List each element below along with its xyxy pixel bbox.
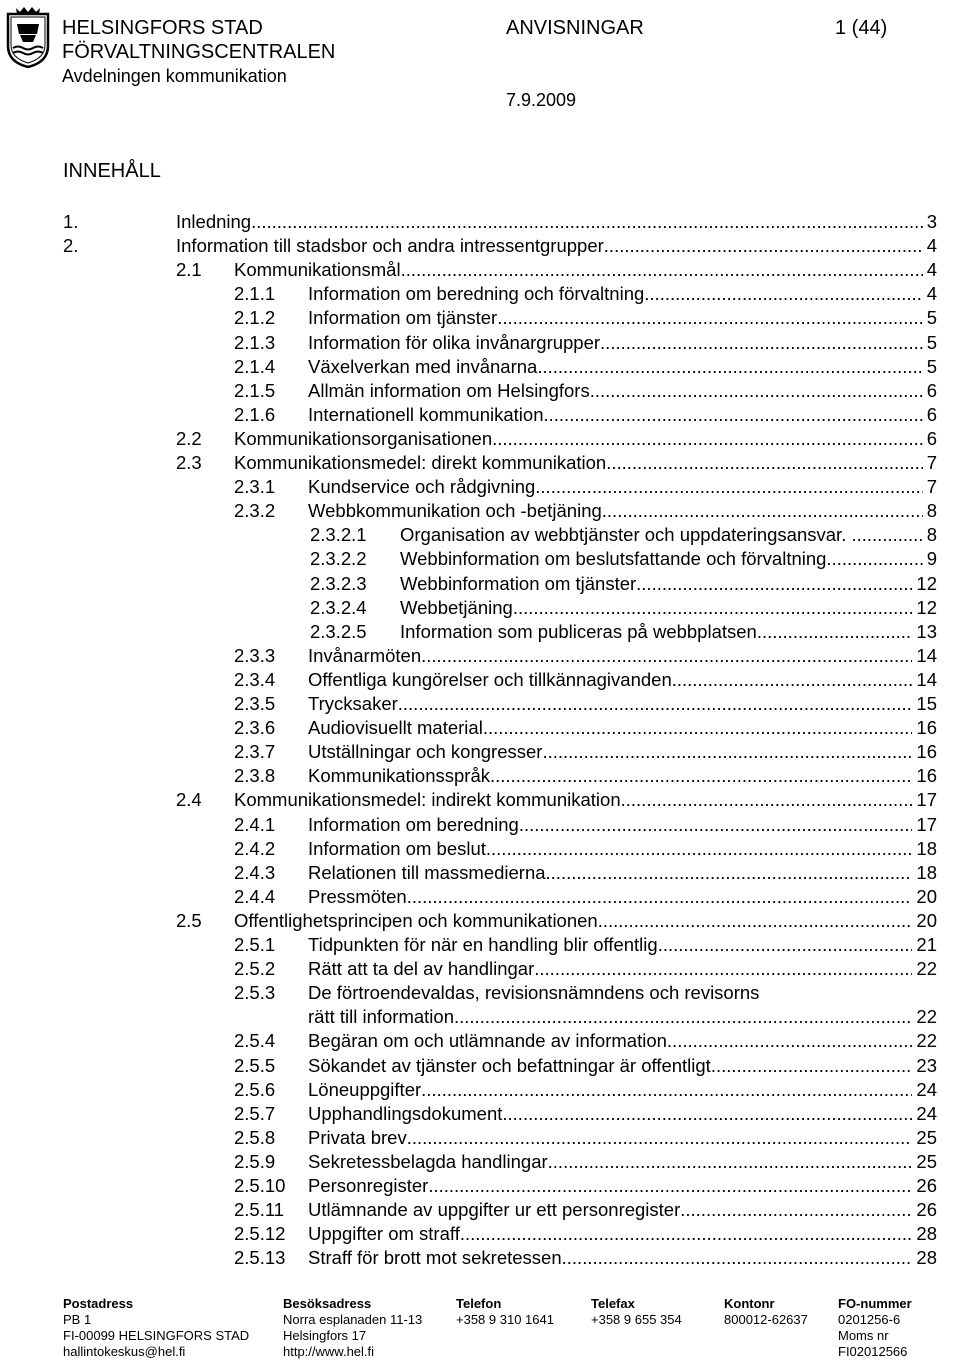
toc-dot-leader [546,861,913,885]
toc-entry[interactable] [234,1102,937,1126]
toc-dot-leader [544,403,923,427]
toc-entry[interactable] [234,1198,937,1222]
toc-entry-page: 6 [926,403,937,425]
toc-dot-leader [534,957,912,981]
toc-entry-number: 2.3.2.3 [310,572,367,594]
toc-entry-page: 14 [916,668,937,690]
toc-entry-page: 22 [916,1030,937,1052]
footer-telefon-label: Telefon [456,1296,502,1311]
toc-entry-number: 2.3 [176,452,202,473]
toc-dot-leader [519,813,913,837]
toc-dot-leader [454,1005,912,1029]
toc-entry[interactable] [234,379,937,403]
toc-entry-page: 18 [916,837,937,859]
toc-entry-number: 2.1.3 [234,331,276,353]
toc-entry-page: 24 [916,1102,937,1124]
toc-entry-title: Uppgifter om straff [308,1223,460,1245]
toc-entry-title: De förtroendevaldas, revisionsnämndens och revisorns [308,982,760,1004]
toc-entry-number: 2.5.11 [234,1199,285,1221]
footer-postadress-label: Postadress [63,1296,134,1311]
toc-dot-leader [562,1246,913,1270]
toc-entry-title: Information för olika invånargrupper [308,331,601,353]
footer-moms-label: Moms nr [838,1328,889,1343]
toc-entry-title: Kommunikationsmedel: direkt kommunikation [234,452,607,473]
toc-entry-page: 6 [926,379,937,401]
toc-entry-page: 26 [916,1199,937,1221]
toc-dot-leader [680,1198,912,1222]
toc-entry-number: 2.3.1 [234,476,276,498]
toc-entry-page: 21 [916,934,937,955]
toc-entry-page: 16 [916,765,937,787]
footer-postadress-line1: PB 1 [63,1312,92,1327]
toc-entry[interactable] [234,716,937,740]
toc-entry-page: 4 [926,283,937,305]
toc-entry-number: 2.5 [176,909,202,931]
toc-entry-number: 2.5.3 [234,982,276,1004]
toc-entry-page: 25 [916,1126,937,1148]
toc-dot-leader [537,355,922,379]
toc-entry-number: 2.3.2.4 [310,596,367,618]
toc-dot-leader [602,499,923,523]
toc-entry[interactable] [234,668,937,692]
toc-entry-number: 2.3.6 [234,717,276,739]
toc-entry-title: Begäran om och utlämnande av information [308,1030,667,1052]
helsinki-crest-logo [6,6,50,68]
toc-entry-number: 2.5.6 [234,1078,276,1100]
toc-entry-page: 23 [916,1054,937,1076]
toc-entry-title: Kommunikationsmål [234,259,401,281]
footer-fo-nummer-value: 0201256-6 [838,1312,901,1327]
toc-dot-leader [497,306,923,330]
footer-telefon-value: +358 9 310 1641 [456,1312,554,1327]
toc-entry-number: 2.1.1 [234,283,276,305]
toc-entry-title: Invånarmöten [308,644,422,666]
footer-email: hallintokeskus@hel.fi [63,1344,186,1359]
toc-entry[interactable] [234,499,937,523]
toc-entry-title: Sökandet av tjänster och befattningar är offentligt [308,1054,711,1076]
footer-kontonr-value: 800012-62637 [724,1312,808,1327]
footer-telefax-label: Telefax [591,1296,635,1311]
toc-dot-leader [401,258,923,282]
toc-entry-number: 2.5.13 [234,1247,286,1269]
toc-entry[interactable] [234,933,937,957]
toc-entry-title: Löneuppgifter [308,1078,422,1100]
toc-entry[interactable] [310,620,937,644]
toc-entry-page: 18 [916,861,937,883]
toc-entry[interactable] [234,1029,937,1053]
toc-entry[interactable] [234,1246,937,1270]
toc-entry[interactable] [234,764,937,788]
toc-dot-leader [421,1078,912,1102]
footer-besoksadress-line2: Helsingfors 17 [283,1328,367,1343]
toc-entry-title: Information om beredning [308,813,519,835]
toc-entry[interactable] [176,451,937,475]
toc-dot-leader [407,1126,913,1150]
toc-title: INNEHÅLL [63,160,161,182]
toc-entry[interactable] [63,210,937,234]
footer-telefax-value: +358 9 655 354 [591,1312,682,1327]
page-number: 1 (44) [835,17,888,39]
toc-entry-number: 2.1.4 [234,355,276,377]
toc-entry[interactable] [234,1126,937,1150]
toc-dot-leader [492,427,923,451]
toc-entry[interactable] [234,1150,937,1174]
toc-dot-leader [711,1054,913,1078]
footer-fo-nummer-label: FO-nummer [838,1296,912,1311]
toc-dot-leader [862,523,923,547]
toc-entry[interactable] [176,258,937,282]
toc-entry[interactable] [176,909,937,933]
toc-entry-title: Växelverkan med invånarna [308,355,538,377]
footer-besoksadress-line1: Norra esplanaden 11-13 [283,1312,423,1327]
toc-dot-leader [542,740,912,764]
toc-entry-page: 4 [926,259,937,281]
toc-entry-number: 2.4.3 [234,861,276,883]
toc-entry[interactable] [234,644,937,668]
toc-entry-page: 17 [916,813,937,835]
toc-entry-title: Offentliga kungörelser och tillkännagivanden [308,668,672,690]
toc-entry-title: Kundservice och rådgivning [308,476,536,498]
toc-entry-number: 2.3.2 [234,500,276,522]
toc-dot-leader [483,716,913,740]
toc-dot-leader [428,1174,912,1198]
toc-entry[interactable] [63,234,937,258]
toc-entry-title: Privata brev [308,1126,407,1148]
toc-entry-number: 2.1 [176,259,202,281]
toc-entry[interactable] [234,306,937,330]
toc-entry-page: 9 [926,548,937,570]
toc-entry[interactable] [234,957,937,981]
toc-entry-number: 2.5.1 [234,934,276,955]
toc-entry-title: Upphandlingsdokument [308,1102,503,1124]
toc-entry-title: Straff för brott mot sekretessen [308,1247,562,1269]
toc-entry-number: 1. [63,211,79,232]
toc-dot-leader [600,331,923,355]
toc-entry[interactable] [234,282,937,306]
toc-entry[interactable] [234,331,937,355]
org-department: FÖRVALTNINGSCENTRALEN [62,41,336,63]
toc-entry-number: 2.3.2.2 [310,548,367,570]
toc-entry-title: Offentlighetsprincipen och kommunikationen [234,909,598,931]
toc-entry-number: 2.1.6 [234,403,276,425]
toc-dot-leader [502,1102,912,1126]
toc-entry[interactable] [234,981,937,1005]
toc-dot-leader [857,547,922,571]
toc-entry-page: 4 [926,235,937,257]
toc-entry-title: Trycksaker [308,693,398,714]
toc-entry-title: Allmän information om Helsingfors [308,379,590,401]
toc-entry-title: Inledning [176,211,252,232]
toc-entry-title: Organisation av webbtjänster och uppdateringsansvar. .. [400,524,862,546]
toc-entry-number: 2.3.2.5 [310,620,367,642]
toc-entry[interactable] [310,547,937,571]
toc-entry-page: 12 [916,596,937,618]
toc-entry-title: Utställningar och kongresser [308,741,543,763]
toc-entry-page: 16 [916,717,937,739]
document-type: ANVISNINGAR [506,17,644,39]
toc-entry-number: 2.4 [176,789,202,811]
toc-entry-page: 22 [916,958,937,980]
toc-entry-title: Information om beredning och förvaltning. [308,283,650,305]
toc-entry-title: Kommunikationsspråk.. [308,765,501,787]
toc-entry-number: 2.1.2 [234,307,276,329]
toc-entry-title: Personregister [308,1175,429,1196]
toc-entry-title: Webbinformation om tjänster [400,572,637,594]
toc-entry-number: 2.5.10 [234,1175,286,1196]
toc-entry-page: 7 [926,476,937,498]
footer-website: http://www.hel.fi [283,1344,375,1359]
toc-entry-title: Rätt att ta del av handlingar [308,958,535,980]
toc-entry-page: 25 [916,1150,937,1172]
toc-entry-number: 2.1.5 [234,379,276,401]
toc-entry-title: Sekretessbelagda handlingar [308,1150,548,1172]
toc-entry-title: Webbetjäning [400,596,513,618]
toc-entry-page: 5 [926,331,937,353]
toc-entry-page: 14 [916,644,937,666]
toc-entry-page: 22 [916,1006,937,1028]
toc-dot-leader [667,1029,913,1053]
toc-entry-page: 28 [916,1247,937,1269]
toc-entry-title: Pressmöten [308,885,407,907]
toc-entry[interactable] [234,475,937,499]
toc-entry-number: 2.3.5 [234,693,276,714]
toc-entry-number: 2.4.4 [234,885,276,907]
toc-entry-number: 2. [63,235,79,257]
toc-dot-leader [548,1150,913,1174]
toc-entry-title: Relationen till massmedierna [308,861,546,883]
toc-entry-number: 2.5.2 [234,958,276,980]
toc-entry-page: 20 [916,909,937,931]
toc-dot-leader [621,788,913,812]
toc-dot-leader [606,451,922,475]
toc-entry[interactable] [234,1078,937,1102]
toc-entry[interactable] [308,1005,937,1029]
toc-entry[interactable] [234,403,937,427]
toc-dot-leader [649,282,922,306]
toc-entry[interactable] [234,1222,937,1246]
toc-entry-page: 8 [926,500,937,522]
toc-entry-number: 2.3.7 [234,741,276,763]
toc-entry[interactable] [234,861,937,885]
toc-entry-page: 20 [916,885,937,907]
toc-entry[interactable] [234,692,937,716]
org-name: HELSINGFORS STAD [62,17,263,39]
toc-entry-page: 28 [916,1223,937,1245]
toc-entry-page: 26 [916,1175,937,1196]
toc-entry[interactable] [310,596,937,620]
toc-entry[interactable] [310,523,937,547]
toc-entry-number: 2.4.2 [234,837,276,859]
toc-entry-title: Kommunikationsorganisationen [234,427,493,449]
toc-entry-title: rätt till information [308,1006,454,1028]
footer-postadress-line2: FI-00099 HELSINGFORS STAD [63,1328,250,1343]
toc-entry[interactable] [234,1174,937,1198]
toc-entry-page: 5 [926,307,937,329]
toc-entry-number: 2.3.4 [234,668,276,690]
toc-dot-leader [407,885,913,909]
toc-entry-title: Utlämnande av uppgifter ur ett personregister [308,1199,681,1221]
toc-dot-leader [491,837,912,861]
toc-entry-number: 2.3.8 [234,765,276,787]
toc-dot-leader [513,596,913,620]
toc-entry-number: 2.5.4 [234,1030,276,1052]
toc-dot-leader [604,234,923,258]
toc-entry-title: Audiovisuellt material [308,717,483,739]
toc-dot-leader [658,933,913,957]
toc-entry-number: 2.4.1 [234,813,276,835]
toc-entry-page: 24 [916,1078,937,1100]
toc-entry-number: 2.3.3 [234,644,276,666]
toc-entry-page: 15 [916,693,937,714]
toc-entry-title: Information som publiceras på webbplatsen [400,620,757,642]
toc-entry-title: Information till stadsbor och andra intressentgrupper [176,235,604,257]
toc-entry-page: 12 [916,572,937,594]
footer-besoksadress-label: Besöksadress [283,1296,372,1311]
toc-entry[interactable] [176,427,937,451]
toc-entry-number: 2.2 [176,427,202,449]
toc-entry[interactable] [234,355,937,379]
toc-entry-title: Kommunikationsmedel: indirekt kommunikation [234,789,621,811]
toc-entry[interactable] [234,813,937,837]
toc-entry-number: 2.5.7 [234,1102,276,1124]
toc-entry[interactable] [234,1054,937,1078]
toc-entry-page: 6 [926,427,937,449]
toc-entry-number: 2.3.2.1 [310,524,367,546]
document-date: 7.9.2009 [506,90,577,110]
toc-entry-title: Webbkommunikation och -betjäning [308,500,602,522]
toc-entry-page: 7 [926,452,937,473]
toc-dot-leader [535,475,922,499]
toc-entry[interactable] [234,837,937,861]
toc-dot-leader [500,764,912,788]
toc-entry-number: 2.5.9 [234,1150,276,1172]
org-unit: Avdelningen kommunikation [62,66,287,86]
toc-entry-title: Information om beslut. [308,837,492,859]
toc-dot-leader [421,644,912,668]
toc-entry-page: 8 [926,524,937,546]
toc-dot-leader [672,668,913,692]
toc-entry-title: Internationell kommunikation [308,403,544,425]
toc-entry-number: 2.5.5 [234,1054,276,1076]
toc-entry-page: 16 [916,741,937,763]
toc-entry-number: 2.5.12 [234,1223,286,1245]
toc-entry-page: 17 [916,789,937,811]
toc-entry-page: 3 [926,211,937,232]
toc-entry-title: Webbinformation om beslutsfattande och förvaltning...... [400,548,858,570]
toc-dot-leader [636,572,912,596]
toc-entry[interactable] [234,740,937,764]
toc-dot-leader [590,379,923,403]
toc-entry-title: Tidpunkten för när en handling blir offentlig [308,934,658,955]
footer-moms-value: FI02012566 [838,1344,908,1359]
toc-entry[interactable] [310,572,937,596]
toc-dot-leader [251,210,923,234]
toc-dot-leader [398,692,913,716]
toc-entry[interactable] [234,885,937,909]
toc-dot-leader [460,1222,913,1246]
footer-kontonr-label: Kontonr [724,1296,775,1311]
toc-entry-number: 2.5.8 [234,1126,276,1148]
toc-entry-page: 13 [916,620,937,642]
toc-dot-leader [757,620,913,644]
toc-entry-page: 5 [926,355,937,377]
toc-dot-leader [598,909,913,933]
toc-entry[interactable] [176,788,937,812]
toc-entry-title: Information om tjänster [308,307,498,329]
